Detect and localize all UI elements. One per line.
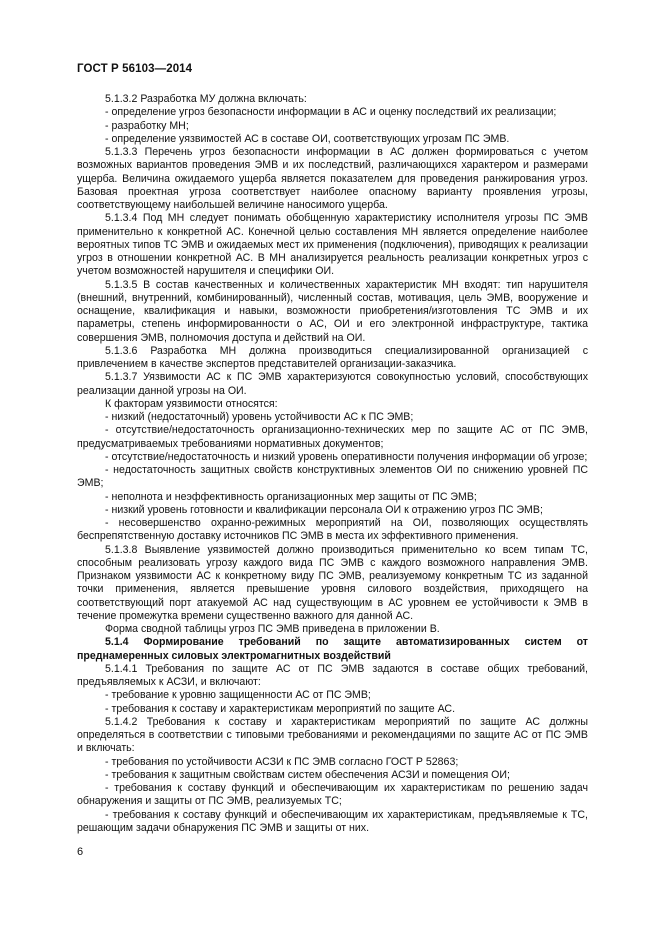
paragraph: - низкий (недостаточный) уровень устойчивости АС к ПС ЭМВ;	[105, 411, 414, 423]
section-heading: 5.1.4 Формирование требований по защите автоматизированных систем от преднамеренных силовых электромагнитных воздействий	[77, 636, 588, 662]
paragraph: 5.1.3.5 В состав качественных и количественных характеристик МН входят: тип нарушителя (внешний, внутренний, комбинированный), численный состав, мотивация, цель ЭМВ, вооружение и оснащение, квалификация и навыки, возможности приобретения/изготовления ТС ЭМВ и их параметры, степень информированности о АС, ОИ и его электронной инфраструктуре, тактика совершения ЭМВ, полномочия доступа и действий на ОИ.	[77, 278, 588, 344]
paragraph: 5.1.3.2 Разработка МУ должна включать:	[105, 93, 307, 105]
paragraph: - требования по устойчивости АСЗИ к ПС ЭМВ согласно ГОСТ Р 52863;	[105, 755, 459, 768]
paragraph: - требования к составу функций и обеспечивающим их характеристикам, предъявляемые к ТС, решающим задачи обнаружения ПС ЭМВ и защиты от них.	[77, 808, 588, 834]
paragraph: - разработку МН;	[105, 119, 189, 132]
paragraph: 5.1.4.1 Требования по защите АС от ПС ЭМВ задаются в составе общих требований, предъявляемых к АСЗИ, и включают:	[77, 662, 588, 688]
paragraph: 5.1.3.7 Уязвимости АС к ПС ЭМВ характеризуются совокупностью условий, способствующих реализации данной угрозы на ОИ.	[77, 371, 588, 397]
paragraph: - определение уязвимостей АС в составе ОИ, соответствующих угрозам ПС ЭМВ.	[105, 132, 510, 145]
paragraph: - требование к уровню защищенности АС от ПС ЭМВ;	[105, 689, 371, 702]
paragraph: 5.1.3.3 Перечень угроз безопасности информации в АС должен формироваться с учетом возможных вариантов проведения ЭМВ и их последствий, различающихся характером и размерами ущерба. Величина ожидаемого ущерба является показателем для проведения ранжирования угроз. Базовая проектная угроза соответствует наиболее опасному варианту проявления угрозы, соответствующему наибольшей величине наносимого ущерба.	[77, 146, 588, 211]
page-number: 6	[77, 846, 84, 858]
paragraph: - несовершенство охранно-режимных мероприятий на ОИ, позволяющих осуществлять беспрепятственную доставку источников ПС ЭМВ в места их эффективного применения.	[77, 517, 588, 543]
paragraph: - определение угроз безопасности информации в АС и оценку последствий их реализации;	[105, 106, 557, 119]
paragraph: Форма сводной таблицы угроз ПС ЭМВ приведена в приложении В.	[105, 623, 440, 635]
paragraph: - требования к составу функций и обеспечивающим их характеристикам по решению задач обнаружения и защиты от ПС ЭМВ, реализуемых ТС;	[77, 782, 588, 808]
document-code-header: ГОСТ Р 56103—2014	[77, 63, 193, 75]
paragraph: - недостаточность защитных свойств конструктивных элементов ОИ по снижению уровней ПС ЭМВ;	[77, 464, 588, 490]
paragraph: - отсутствие/недостаточность и низкий уровень оперативности получения информации об угрозе;	[105, 450, 588, 463]
paragraph: - отсутствие/недостаточность организационно-технических мер по защите АС от ПС ЭМВ, предусматриваемых требованиями нормативных документов;	[77, 424, 588, 450]
paragraph: 5.1.3.6 Разработка МН должна производиться специализированной организацией с привлечением в качестве экспертов представителей организации-заказчика.	[77, 344, 588, 370]
paragraph: - неполнота и неэффективность организационных мер защиты от ПС ЭМВ;	[105, 490, 477, 503]
paragraph: 5.1.4.2 Требования к составу и характеристикам мероприятий по защите АС должны определяться в соответствии с типовыми требованиями и рекомендациями по защите АС от ПС ЭМВ и включать:	[77, 715, 588, 755]
paragraph: К факторам уязвимости относятся:	[105, 397, 278, 410]
paragraph: - требования к составу и характеристикам мероприятий по защите АС.	[105, 702, 456, 715]
paragraph: 5.1.3.4 Под МН следует понимать обобщенную характеристику исполнителя угрозы ПС ЭМВ применительно к конкретной АС. Конечной целью составления МН является определение наиболее вероятных типов ТС ЭМВ и ожидаемых мест их применения (подключения), приводящих к реализации угроз в отношении конкретной АС. В МН анализируется реальность реализации конкретных угроз с учетом возможностей нарушителя и специфики ОИ.	[77, 212, 588, 278]
paragraph: - низкий уровень готовности и квалификации персонала ОИ к отражению угроз ПС ЭМВ;	[105, 503, 543, 516]
document-body	[77, 93, 588, 835]
paragraph: - требования к защитным свойствам систем обеспечения АСЗИ и помещения ОИ;	[105, 768, 510, 781]
paragraph: 5.1.3.8 Выявление уязвимостей должно производиться применительно ко всем типам ТС, способным реализовать угрозу каждого вида ПС ЭМВ с каждого возможного направления ЭМВ. Признаком уязвимости АС к конкретному виду ПС ЭМВ, реализуемому конкретным ТС из заданной точки применения, является превышение уровня силового воздействия, приходящего на соответствующий порт атакуемой АС над существующим в АС уровнем ее устойчивости к ЭМВ в течение промежутка времени существенно важного для данной АС.	[77, 543, 588, 622]
